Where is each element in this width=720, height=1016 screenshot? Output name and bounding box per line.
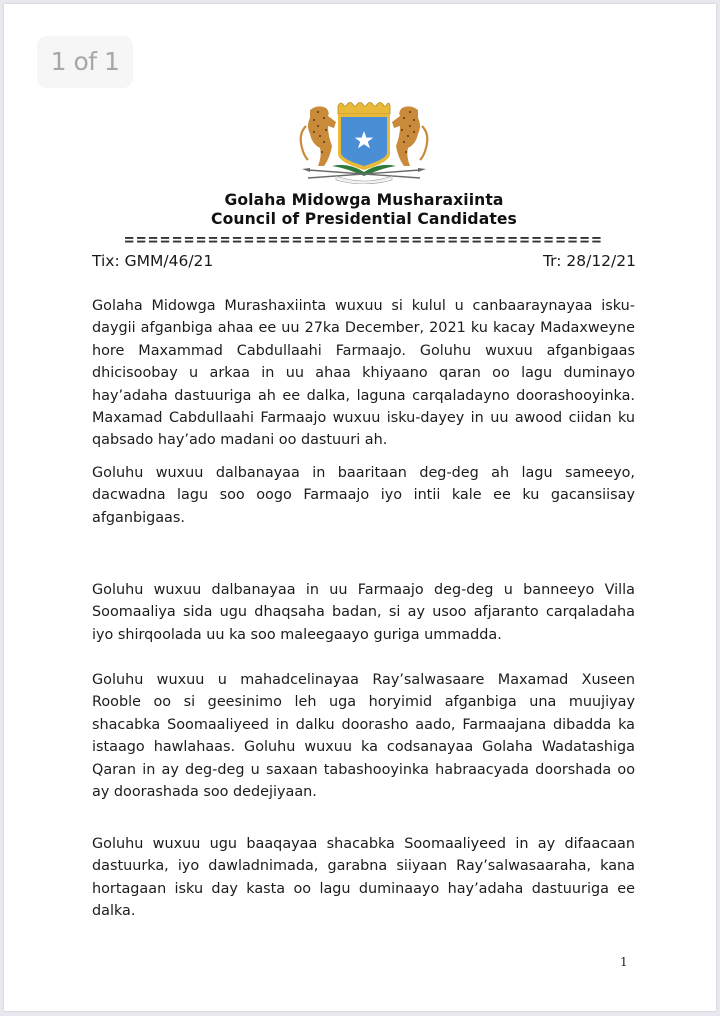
document-page bbox=[4, 4, 716, 1011]
reference-row bbox=[92, 252, 636, 276]
paragraph-vacate-villa: Goluhu wuxuu dalbanayaa in uu Farmaajo deg-deg u banneeyo Villa Soomaaliya sida ugu dhaqsaha badan, si ay usoo afjaranto carqaladaha iyo shirqoolada uu ka soo maleegaayo guriga ummadda. bbox=[92, 582, 635, 643]
paragraph-condemnation: Golaha Midowga Murashaxiinta wuxuu si kulul u canbaaraynayaa isku-daygii afganbiga ahaa ee uu 27ka December, 2021 ku kacay Madaxweyne hore Maxammad Cabdullaahi Farmaajo. Goluhu wuxuu afganbigaas dhicisoobay u arkaa in uu ahaa khiyaano qaran oo lagu duminayo hay’adaha dastuuriga ah ee dalka, laguna carqaladayno doorashooyinka. Maxamad Cabdullaahi Farmaajo wuxuu isku-dayey in uu awood ciidan ku qabsado hay’ado madani oo dastuuri ah. bbox=[92, 298, 635, 449]
header-separator: ======================================== bbox=[124, 230, 604, 249]
left-leopard-icon bbox=[301, 106, 336, 166]
paragraph-call-to-public: Goluhu wuxuu ugu baaqayaa shacabka Soomaaliyeed in ay difaacaan dastuurka, iyo dawladnimada, garabna siiyaan Ray’salwasaaraha, kana hortagaan isku day kasta oo lagu duminaayo hay’adaha dastuuriga ee dalka. bbox=[92, 836, 635, 920]
paragraph-investigation: Goluhu wuxuu dalbanayaa in baaritaan deg-deg ah lagu sameeyo, dacwadna lagu soo oogo Farmaajo iyo intii kale ee ku gacansiisay afganbigaas. bbox=[92, 465, 635, 526]
shield-icon bbox=[338, 114, 390, 170]
coat-of-arms-emblem bbox=[288, 96, 440, 184]
document-date: Tr: 28/12/21 bbox=[542, 252, 636, 270]
org-name-somali: Golaha Midowga Musharaxiinta bbox=[224, 191, 504, 209]
reference-number: Tix: GMM/46/21 bbox=[92, 252, 214, 270]
paragraph-thanks-pm: Goluhu wuxuu u mahadcelinayaa Ray’salwasaare Maxamad Xuseen Rooble oo si geesinimo leh uga horyimid afganbiga una muujiyay shacabka Soomaaliyeed in dalku doorasho aado, Farmaajana dibadda ka istaago hawlahaas. Goluhu wuxuu ka codsanayaa Golaha Wadatashiga Qaran in ay deg-deg u saxaan tabashooyinka habraacyada doorshada oo ay doorashada soo dedejiyaan. bbox=[92, 672, 635, 801]
page-counter: 1 of 1 bbox=[37, 36, 133, 88]
org-name-english: Council of Presidential Candidates bbox=[211, 210, 517, 228]
page-number: 1 bbox=[620, 955, 628, 969]
crown-icon bbox=[338, 103, 390, 115]
right-leopard-icon bbox=[392, 106, 427, 166]
ribbon-icon bbox=[336, 176, 392, 184]
